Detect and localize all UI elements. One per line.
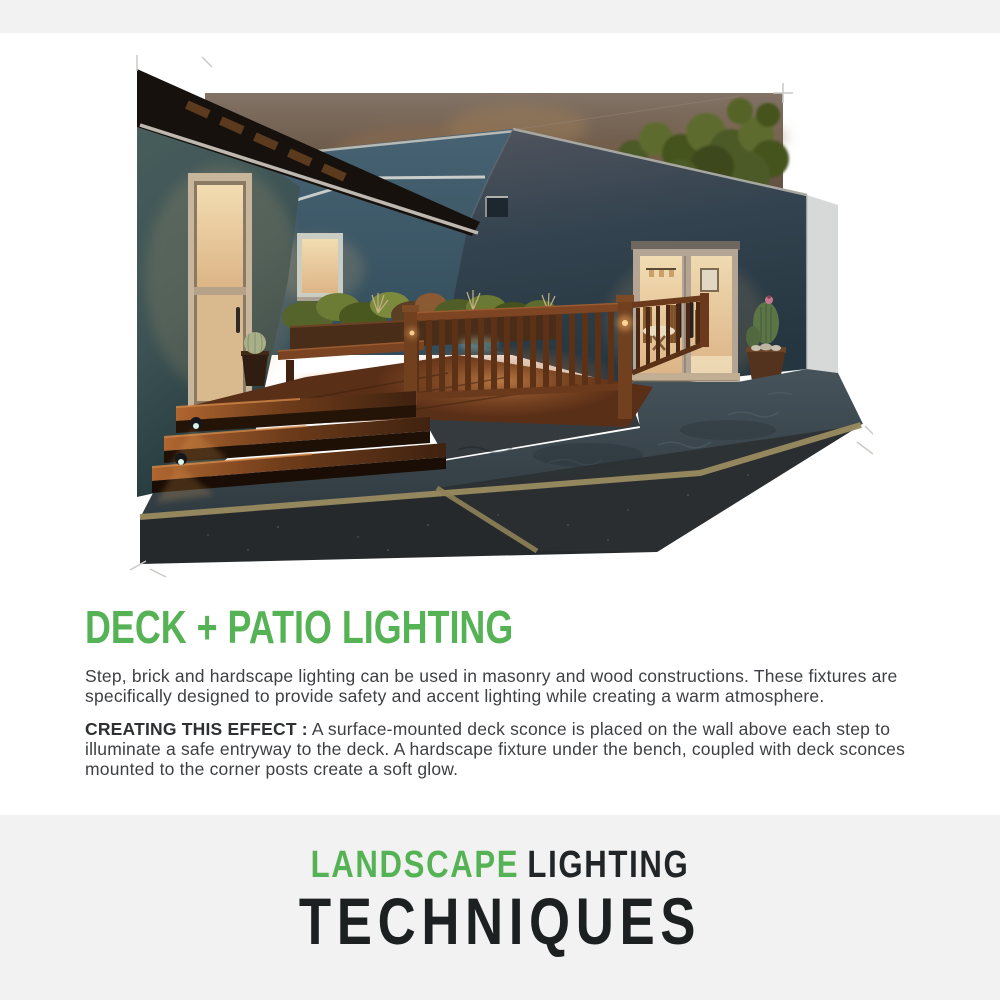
small-cactus-pot bbox=[241, 332, 269, 386]
door-handle bbox=[236, 307, 240, 333]
entry-door bbox=[188, 173, 252, 413]
top-gray-band bbox=[0, 0, 1000, 33]
effect-text: A surface-mounted deck sconce is placed on the wall above each step to illuminate a safe entryway to the deck. A hardscape fixture under the bench, coupled with deck sconces mounted to the corner posts create a soft glow. bbox=[85, 719, 906, 779]
brand-lighting: LIGHTING bbox=[527, 844, 690, 886]
effect-label: CREATING THIS EFFECT : bbox=[85, 719, 308, 739]
footer bbox=[0, 815, 1000, 1000]
deck-patio-illustration bbox=[128, 55, 873, 585]
brand-line bbox=[90, 815, 910, 884]
attic-vent bbox=[486, 197, 508, 217]
brand-landscape: LANDSCAPE bbox=[310, 844, 520, 886]
text-section bbox=[85, 601, 941, 792]
side-panel bbox=[807, 195, 838, 373]
section-heading: DECK + PATIO LIGHTING bbox=[85, 601, 514, 653]
footer-title: TECHNIQUES bbox=[298, 884, 702, 958]
intro-paragraph: Step, brick and hardscape lighting can be used in masonry and wood constructions. These fixtures are specifically designed to provide safety and accent lighting while creating a warm atmosphere. bbox=[85, 666, 898, 706]
effect-paragraph bbox=[85, 719, 941, 779]
corner-post bbox=[404, 309, 417, 405]
